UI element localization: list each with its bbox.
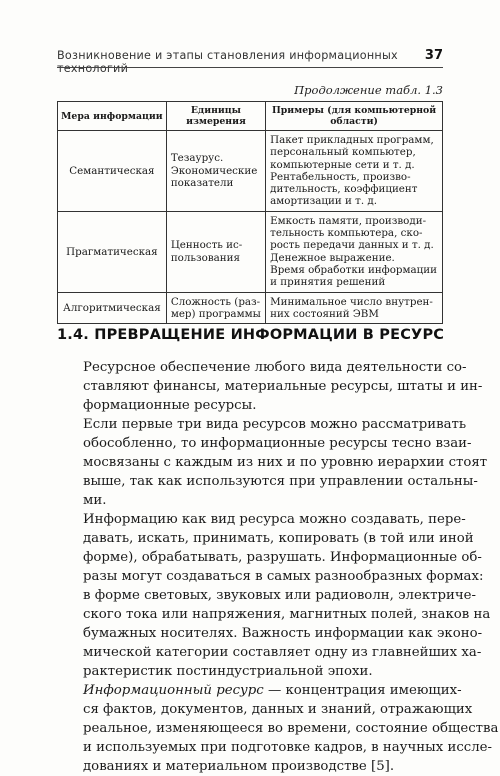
text-line: реальное, изменяющееся во времени, состояние общества [83, 721, 499, 736]
text-line: Информацию как вид ресурса можно создавать, пере- [83, 512, 466, 527]
cell-line: персональный компьютер, [270, 146, 416, 159]
cell-line: Время обработки информации [270, 263, 438, 276]
cell-line: Тезаурус. [170, 152, 224, 165]
text-line [57, 681, 462, 700]
text-line: формационные ресурсы. [83, 398, 257, 413]
running-head [57, 48, 443, 75]
examples-cell [266, 292, 443, 324]
cell-line: Ценность ис- [170, 239, 243, 252]
header-line: Мера информации [61, 110, 163, 122]
running-title: Возникновение и этапы становления информационных технологий [57, 49, 398, 75]
table-row [58, 211, 443, 292]
measure-cell [58, 292, 167, 324]
text-line: выше, так как используются при управлении остальны- [83, 474, 478, 489]
table-row [58, 292, 443, 324]
text-line: ставляют финансы, материальные ресурсы, штаты и ин- [83, 379, 483, 394]
cell-line: Минимальное число внутрен- [270, 295, 433, 308]
cell-line: мер) программы [170, 307, 261, 320]
cell-line: них состояний ЭВМ [270, 307, 379, 320]
table-continuation-caption: Продолжение табл. 1.3 [294, 83, 443, 97]
units-cell [166, 211, 265, 292]
paragraph [57, 681, 499, 776]
paragraph [57, 358, 483, 415]
paragraph [57, 510, 491, 681]
units-cell [166, 292, 265, 324]
defined-term: Информационный ресурс [83, 683, 264, 698]
measure-cell [58, 131, 167, 212]
header-measure [58, 102, 167, 131]
text-line: разы могут создаваться в самых разнообразных формах: [83, 569, 484, 584]
text-line: ся фактов, документов, данных и знаний, отражающих [83, 702, 473, 717]
cell-line: Сложность (раз- [170, 295, 261, 308]
text-line: Если первые три вида ресурсов можно рассматривать [83, 417, 467, 432]
section-heading: 1.4. ПРЕВРАЩЕНИЕ ИНФОРМАЦИИ В РЕСУРС [57, 327, 445, 343]
cell-line: компьютерные сети и т. д. [270, 158, 415, 171]
examples-cell [266, 131, 443, 212]
text-line: в форме световых, звуковых или радиоволн, электриче- [83, 588, 477, 603]
cell-line: дительность, коэффициент [270, 183, 418, 196]
text-line: ского тока или напряжения, магнитных полей, знаков на [83, 607, 491, 622]
term-definition: — концентрация имеющих- [263, 683, 462, 698]
cell-line: показатели [170, 177, 234, 190]
table-row [58, 131, 443, 212]
cell-line: Семантическая [69, 164, 155, 177]
paragraph [57, 415, 488, 510]
text-line: ми. [83, 493, 107, 508]
cell-line: рость передачи данных и т. д. [270, 239, 434, 252]
header-units [166, 102, 265, 131]
header-line: Примеры (для компьютерной [271, 105, 437, 116]
cell-line: и принятия решений [270, 276, 386, 289]
text-line: форме), обрабатывать, разрушать. Информационные об- [83, 550, 482, 565]
page-number: 37 [424, 48, 443, 63]
header-line: области) [330, 116, 378, 127]
text-line: и используемых при подготовке кадров, в научных иссле- [83, 740, 493, 755]
header-line: Единицы [190, 105, 241, 116]
text-line: бумажных носителях. Важность информации как эконо- [83, 626, 483, 641]
cell-line: Алгоритмическая [63, 301, 161, 314]
cell-line: пользования [170, 251, 240, 264]
header-line: измерения [186, 116, 246, 127]
cell-line: Прагматическая [66, 245, 158, 258]
text-line: мической категории составляет одну из главнейших ха- [83, 645, 482, 660]
measure-cell [58, 211, 167, 292]
cell-line: Рентабельность, произво- [270, 170, 411, 183]
text-line: мосвязаны с каждым из них и по уровню иерархии стоят [83, 455, 488, 470]
cell-line: Пакет прикладных программ, [270, 134, 434, 146]
cell-line: Емкость памяти, производи- [270, 214, 427, 227]
text-line: рактеристик постиндустриальной эпохи. [83, 664, 373, 679]
body-text [57, 358, 499, 776]
information-measures-table [57, 101, 443, 324]
cell-line: тельность компьютера, ско- [270, 227, 423, 240]
cell-line: амортизации и т. д. [270, 195, 377, 208]
examples-cell [266, 211, 443, 292]
text-line: Ресурсное обеспечение любого вида деятельности со- [83, 360, 467, 375]
table-header-row [58, 102, 443, 131]
text-line: обособленно, то информационные ресурсы тесно взаи- [83, 436, 472, 451]
text-line: давать, искать, принимать, копировать (в той или иной [83, 531, 474, 546]
header-examples [266, 102, 443, 131]
text-line: дованиях и материальном производстве [5]. [83, 759, 395, 774]
units-cell [166, 131, 265, 212]
header-rule [57, 67, 443, 68]
cell-line: Экономические [170, 164, 258, 177]
cell-line: Денежное выражение. [270, 251, 395, 264]
